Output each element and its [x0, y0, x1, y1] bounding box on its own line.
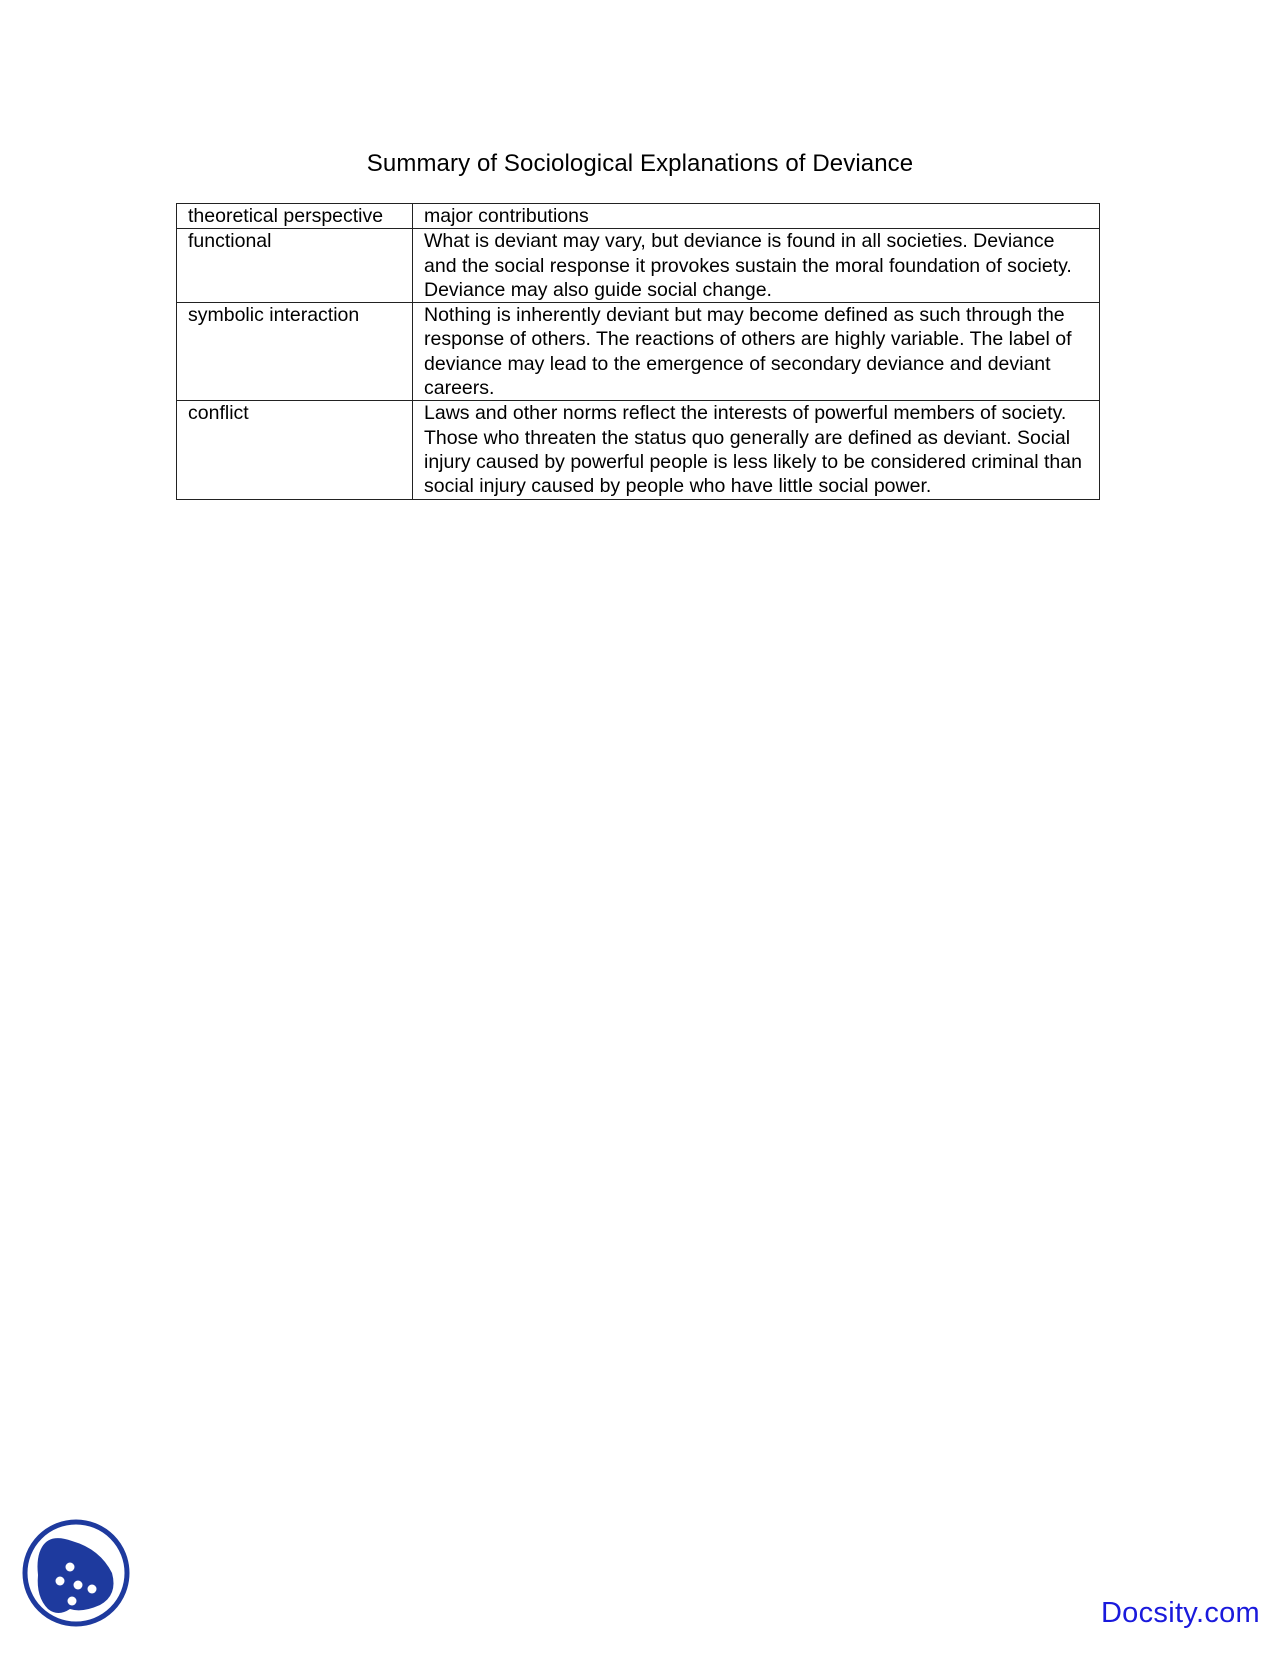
logo-dot — [56, 1577, 65, 1586]
table-row — [177, 303, 1100, 401]
perspective-cell: functional — [177, 229, 413, 303]
header-theoretical-perspective: theoretical perspective — [177, 204, 413, 229]
contributions-cell: What is deviant may vary, but deviance is found in all societies. Deviance and the social response it provokes sustain the moral foundation of society. Deviance may also guide social change. — [413, 229, 1100, 303]
header-major-contributions: major contributions — [413, 204, 1100, 229]
page-title: Summary of Sociological Explanations of Deviance — [366, 150, 914, 177]
perspective-cell: conflict — [177, 401, 413, 499]
perspective-cell: symbolic interaction — [177, 303, 413, 401]
docsity-logo-icon[interactable] — [20, 1517, 132, 1629]
deviance-summary-table — [176, 203, 1100, 500]
contributions-cell: Laws and other norms reflect the interests of powerful members of society. Those who threaten the status quo generally are defined as deviant. Social injury caused by powerful people is less likely to be considered criminal than social injury caused by people who have little social power. — [413, 401, 1100, 499]
table-header-row — [177, 204, 1100, 229]
docsity-brand-link[interactable]: Docsity.com — [1100, 1597, 1260, 1629]
table-row — [177, 401, 1100, 499]
logo-dot — [88, 1585, 97, 1594]
logo-dot — [74, 1581, 83, 1590]
table-row — [177, 229, 1100, 303]
logo-dot — [66, 1563, 75, 1572]
logo-dot — [68, 1597, 77, 1606]
contributions-cell: Nothing is inherently deviant but may become defined as such through the response of others. The reactions of others are highly variable. The label of deviance may lead to the emergence of secondary deviance and deviant careers. — [413, 303, 1100, 401]
